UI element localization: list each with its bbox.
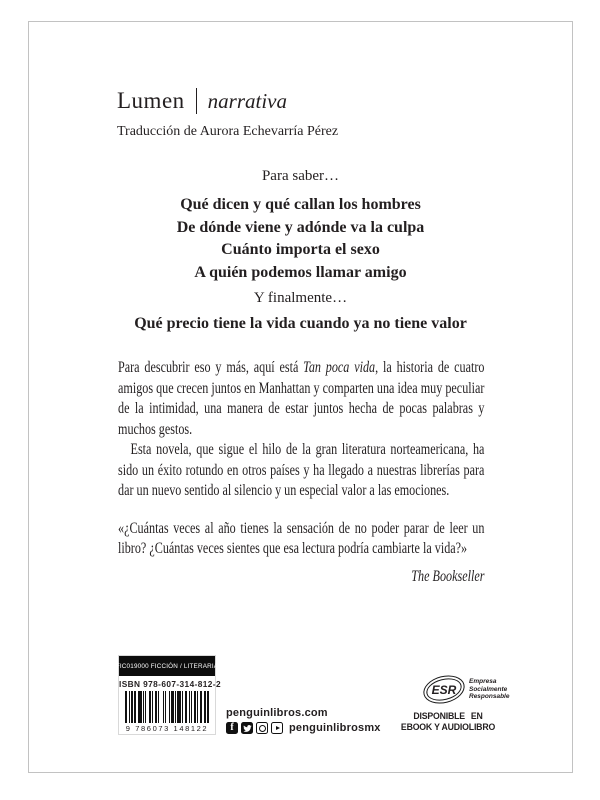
book-title: Tan poca vida [303, 359, 376, 376]
publisher-footer [226, 707, 381, 734]
publisher-name: Lumen [117, 88, 185, 113]
esr-certification [423, 676, 509, 703]
isbn-barcode-block [115, 655, 221, 735]
instagram-icon [256, 722, 268, 734]
teaser-item: Cuánto importa el sexo [221, 241, 380, 258]
teaser-item: A quién podemos llamar amigo [194, 263, 407, 281]
esr-label: Empresa Socialmente Responsable [469, 678, 510, 701]
teaser-finally-block [29, 290, 572, 333]
availability-line-1: DISPONIBLE EN [413, 711, 483, 722]
social-row [226, 722, 381, 734]
teaser-intro: Para saber… [261, 168, 340, 184]
publisher-brand [117, 88, 287, 114]
publisher-website: penguinlibros.com [226, 707, 328, 719]
teaser-finally-line: Qué precio tiene la vida cuando ya no tiene valor [134, 315, 467, 332]
barcode-digits: 9 786073 148122 [125, 724, 209, 733]
esr-abbr: ESR [431, 682, 457, 697]
social-handle: penguinlibrosmx [289, 722, 381, 734]
bisac-category-label: FIC019000 FICCIÓN / LITERARIA [119, 656, 215, 676]
cover-frame [28, 21, 573, 773]
synopsis-block [118, 358, 484, 587]
teaser-block [29, 168, 572, 284]
translation-credit: Traducción de Aurora Echevarría Pérez [117, 124, 339, 139]
synopsis-paragraph-2: Esta novela, que sigue el hilo de la gran literatura norteamericana, ha sido un éxito rotundo en otros países y ha llegado a nuestras librerías para dar un nuevo sentido al silencio y un especial valor a las emociones. [118, 441, 485, 499]
quote-attribution: The Bookseller [411, 567, 485, 585]
collection-name: narrativa [207, 88, 287, 113]
teaser-finally-label: Y finalmente… [253, 290, 348, 306]
isbn-number: ISBN 978-607-314-812-2 [119, 679, 221, 689]
availability-note [394, 711, 503, 733]
availability-line-2: EBOOK Y AUDIOLIBRO [400, 722, 496, 733]
press-quote: «¿Cuántas veces al año tienes la sensación de no poder parar de leer un libro? ¿Cuántas veces sientes que esa lectura podría cambiarte la vida?» [118, 519, 485, 557]
twitter-icon [241, 722, 253, 734]
synopsis-p1-before: Para descubrir eso y más, aquí está [118, 359, 304, 376]
barcode-bars [125, 691, 209, 723]
synopsis-p1-after: , la historia de cuatro amigos que crecen juntos en Manhattan y comparten una idea muy peculiar de la intimidad, una manera de estar juntos hecha de pocas palabras y muchos gestos. [118, 359, 485, 438]
esr-logo-icon [423, 676, 465, 703]
synopsis-paragraph-1 [118, 358, 484, 440]
teaser-item: Qué dicen y qué callan los hombres [180, 196, 421, 213]
facebook-icon: f [226, 722, 238, 734]
brand-divider [196, 88, 197, 114]
youtube-icon [271, 722, 283, 734]
teaser-item: De dónde viene y adónde va la culpa [176, 218, 425, 236]
